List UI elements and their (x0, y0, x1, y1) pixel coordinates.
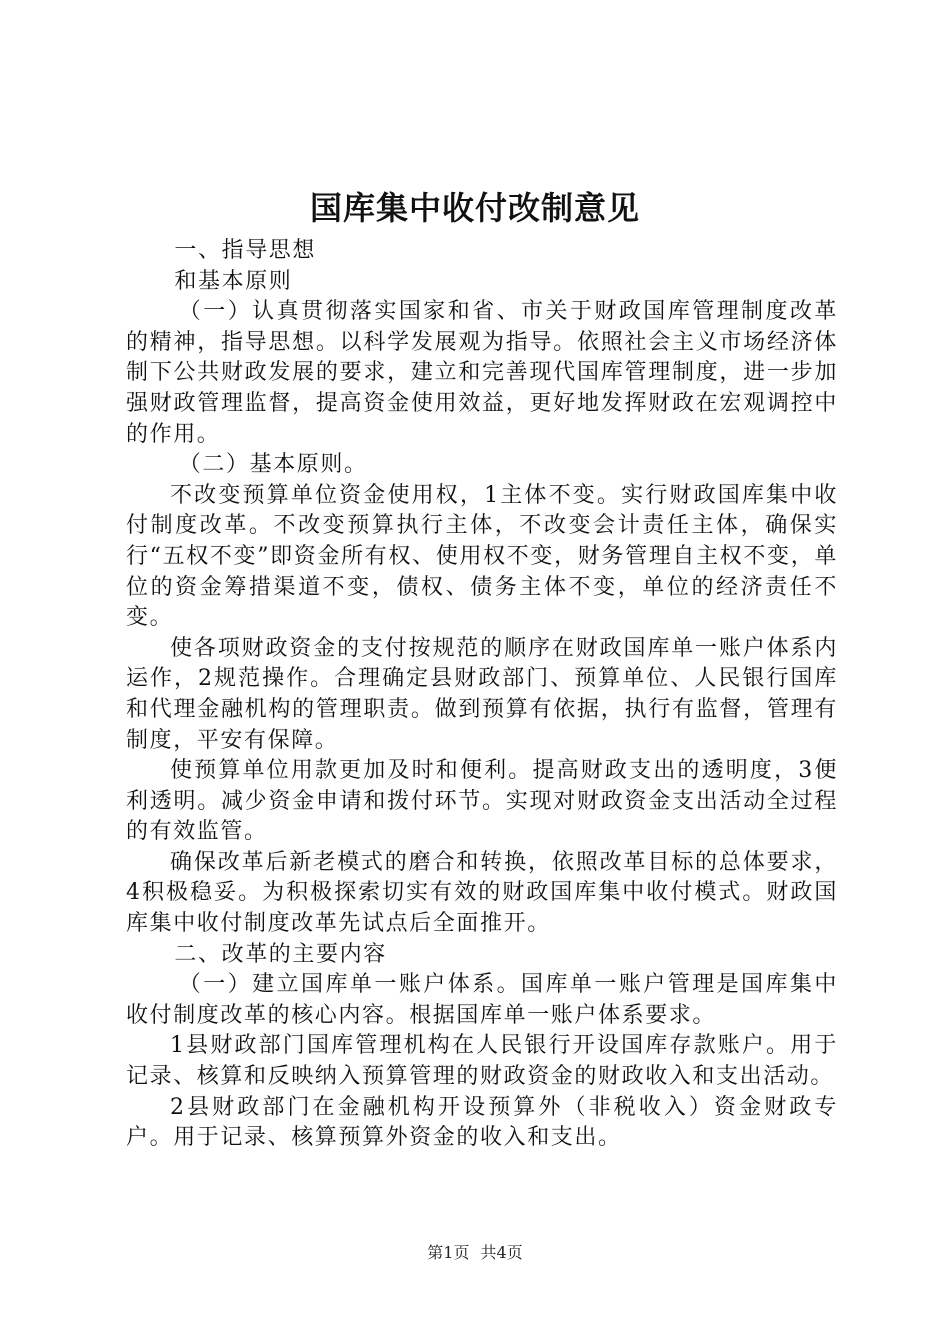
paragraph: （一）建立国库单一账户体系。国库单一账户管理是国库集中收付制度改革的核心内容。根据国库单一账户体系要求。 (126, 972, 838, 1028)
section-heading-continued: 和基本原则 (174, 268, 293, 294)
document-body (126, 236, 838, 1154)
document-title: 国库集中收付改制意见 (309, 189, 640, 227)
paragraph: （一）认真贯彻落实国家和省、市关于财政国库管理制度改革的精神，指导思想。以科学发展观为指导。依照社会主义市场经济体制下公共财政发展的要求，建立和完善现代国库管理制度，进一步加强财政管理监督，提高资金使用效益，更好地发挥财政在宏观调控中的作用。 (126, 299, 838, 447)
paragraph: 不改变预算单位资金使用权，1主体不变。实行财政国库集中收付制度改革。不改变预算执行主体，不改变会计责任主体，确保实行“五权不变”即资金所有权、使用权不变，财务管理自主权不变，单位的资金筹措渠道不变，债权、债务主体不变，单位的经济责任不变。 (126, 482, 838, 631)
subsection-heading: （二）基本原则。 (178, 452, 368, 478)
paragraph: 确保改革后新老模式的磨合和转换，依照改革目标的总体要求，4积极稳妥。为积极探索切实有效的财政国库集中收付模式。财政国库集中收付制度改革先试点后全面推开。 (126, 849, 838, 937)
page-total: 共4页 (480, 1243, 523, 1262)
paragraph: 2县财政部门在金融机构开设预算外（非税收入）资金财政专户。用于记录、核算预算外资金的收入和支出。 (126, 1094, 838, 1151)
paragraph: 使预算单位用款更加及时和便利。提高财政支出的透明度，3便利透明。减少资金申请和拨付环节。实现对财政资金支出活动全过程的有效监管。 (126, 758, 838, 845)
page-footer (0, 1241, 950, 1265)
page-number: 第1页 (427, 1243, 470, 1262)
section-heading: 二、改革的主要内容 (174, 941, 387, 967)
paragraph: 1县财政部门国库管理机构在人民银行开设国库存款账户。用于记录、核算和反映纳入预算管理的财政资金的财政收入和支出活动。 (126, 1033, 838, 1090)
paragraph: 使各项财政资金的支付按规范的顺序在财政国库单一账户体系内运作，2规范操作。合理确定县财政部门、预算单位、人民银行国库和代理金融机构的管理职责。做到预算有依据，执行有监督，管理有制度，平安有保障。 (126, 635, 838, 753)
section-heading: 一、指导思想 (174, 238, 316, 263)
